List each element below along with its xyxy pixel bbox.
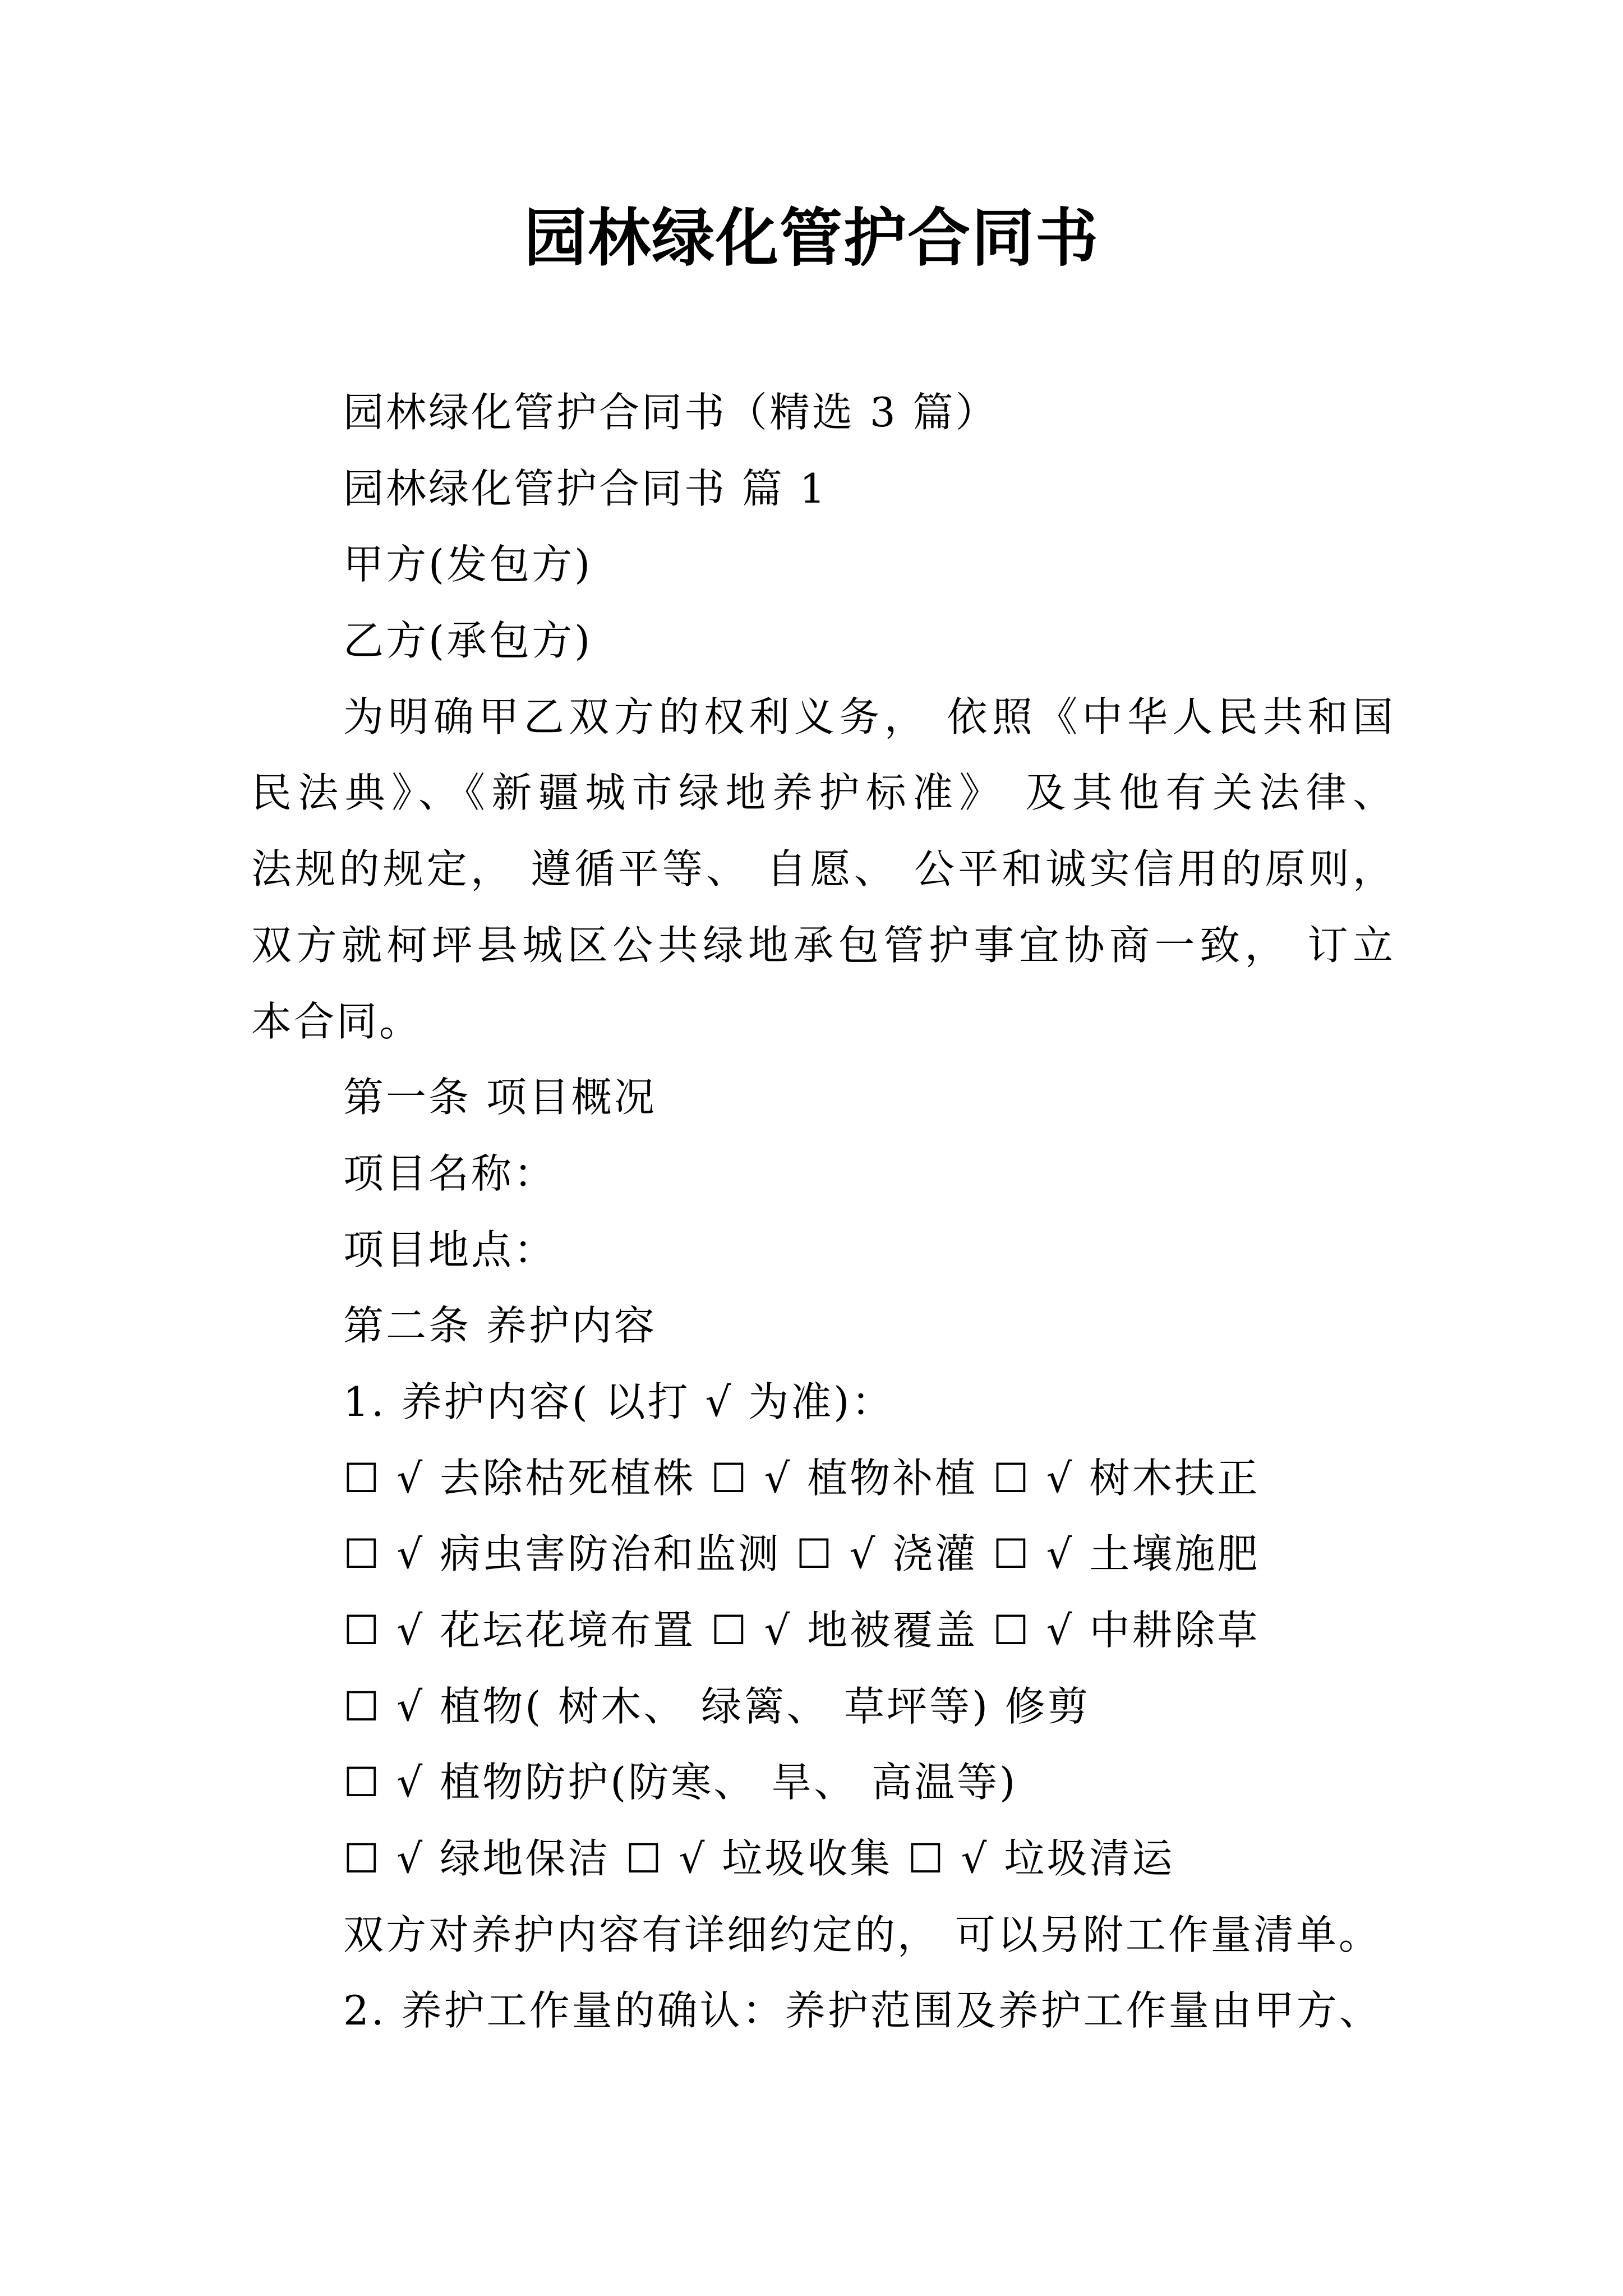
document-body xyxy=(251,375,1395,2049)
paragraph-line: 民法典》、《新疆城市绿地养护标准》 及其他有关法律、 xyxy=(251,769,1395,817)
paragraph-line: 双方就柯坪县城区公共绿地承包管护事宜协商一致， 订立 xyxy=(251,921,1395,969)
paragraph-line: 2. 养护工作量的确认：养护范围及养护工作量由甲方、 xyxy=(343,1987,1382,2035)
paragraph-line: 项目名称： xyxy=(343,1149,557,1197)
paragraph-line: 园林绿化管护合同书 篇 1 xyxy=(343,464,828,512)
paragraph-line: 甲方(发包方) xyxy=(343,541,593,588)
section-heading: 第一条 项目概况 xyxy=(343,1074,657,1121)
paragraph-line: 双方对养护内容有详细约定的， 可以另附工作量清单。 xyxy=(343,1911,1381,1958)
checkbox-line: ☐ √ 植物( 树木、 绿篱、 草坪等) 修剪 xyxy=(343,1682,1090,1730)
checkbox-line: ☐ √ 去除枯死植株 ☐ √ 植物补植 ☐ √ 树木扶正 xyxy=(343,1454,1260,1502)
checkbox-line: ☐ √ 花坛花境布置 ☐ √ 地被覆盖 ☐ √ 中耕除草 xyxy=(343,1607,1260,1654)
paragraph-line: 本合同。 xyxy=(251,997,422,1045)
checkbox-line: ☐ √ 绿地保洁 ☐ √ 垃圾收集 ☐ √ 垃圾清运 xyxy=(343,1835,1175,1883)
paragraph-line: 项目地点： xyxy=(343,1226,557,1273)
paragraph-line: 园林绿化管护合同书（精选 3 篇） xyxy=(343,389,998,436)
paragraph-line: 乙方(承包方) xyxy=(343,617,593,665)
section-heading: 第二条 养护内容 xyxy=(343,1302,657,1350)
paragraph-line: 1. 养护内容( 以打 √ 为准)： xyxy=(343,1378,895,1425)
paragraph-line: 为明确甲乙双方的权利义务， 依照《中华人民共和国 xyxy=(343,693,1395,740)
checkbox-line: ☐ √ 病虫害防治和监测 ☐ √ 浇灌 ☐ √ 土壤施肥 xyxy=(343,1530,1260,1578)
paragraph-line: 法规的规定， 遵循平等、 自愿、 公平和诚实信用的原则， xyxy=(251,845,1395,893)
document-title: 园林绿化管护合同书 xyxy=(524,202,1099,275)
checkbox-line: ☐ √ 植物防护(防寒、 旱、 高温等) xyxy=(343,1759,1018,1806)
